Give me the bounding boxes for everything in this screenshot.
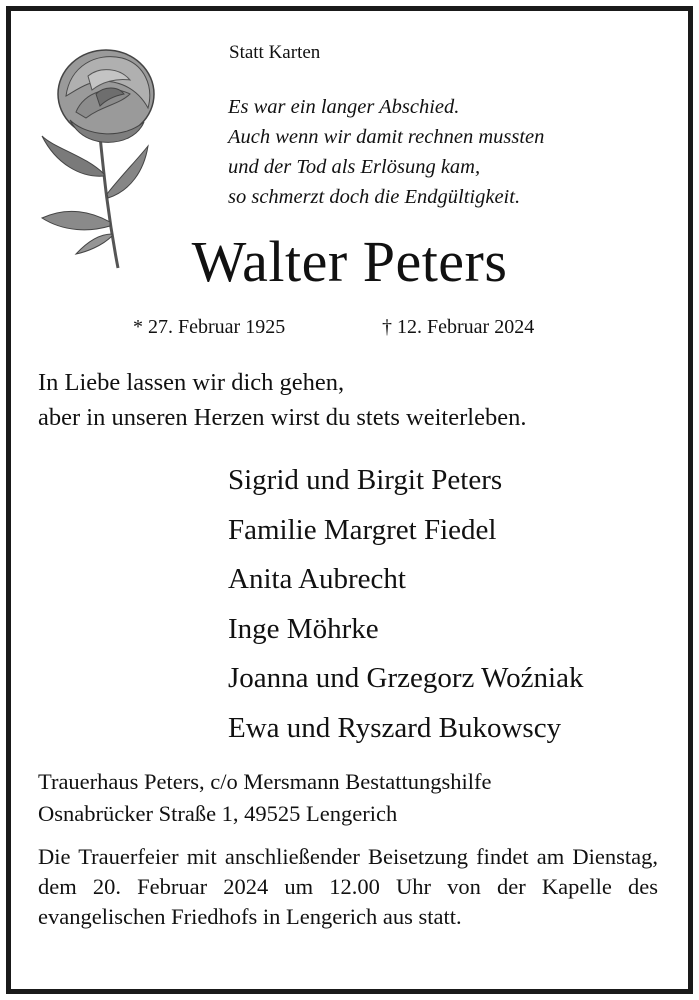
address-line: Osnabrücker Straße 1, 49525 Lengerich [38, 801, 398, 826]
family-member: Inge Möhrke [228, 612, 379, 645]
farewell-line: In Liebe lassen wir dich gehen, [38, 369, 345, 396]
ceremony-info: Die Trauerfeier mit anschließender Beisetzung findet am Dienstag, dem 20. Februar 2024 um 12.00 Uhr von der Kapelle des evangelischen Friedhofs in Lengerich aus statt. [38, 844, 658, 929]
birth-date: * 27. Februar 1925 [133, 316, 286, 338]
poem-line: und der Tod als Erlösung kam, [228, 156, 481, 178]
farewell-text [38, 365, 526, 435]
family-member: Anita Aubrecht [228, 563, 406, 595]
mourning-address [38, 766, 491, 830]
farewell-line: aber in unseren Herzen wirst du stets weiterleben. [38, 404, 527, 431]
family-member: Familie Margret Fiedel [228, 513, 497, 546]
poem-line: Es war ein langer Abschied. [228, 96, 460, 118]
statt-karten-label: Statt Karten [229, 42, 321, 63]
poem [228, 92, 544, 212]
address-line: Trauerhaus Peters, c/o Mersmann Bestattungshilfe [38, 769, 492, 794]
family-member: Ewa und Ryszard Bukowscy [228, 711, 562, 744]
family-member: Joanna und Grzegorz Woźniak [228, 662, 584, 694]
family-member: Sigrid und Birgit Peters [228, 464, 503, 496]
poem-line: Auch wenn wir damit rechnen mussten [228, 126, 545, 148]
deceased-name: Walter Peters [191, 229, 508, 294]
family-list [228, 456, 583, 753]
death-date: † 12. Februar 2024 [382, 316, 535, 338]
poem-line: so schmerzt doch die Endgültigkeit. [228, 186, 521, 208]
